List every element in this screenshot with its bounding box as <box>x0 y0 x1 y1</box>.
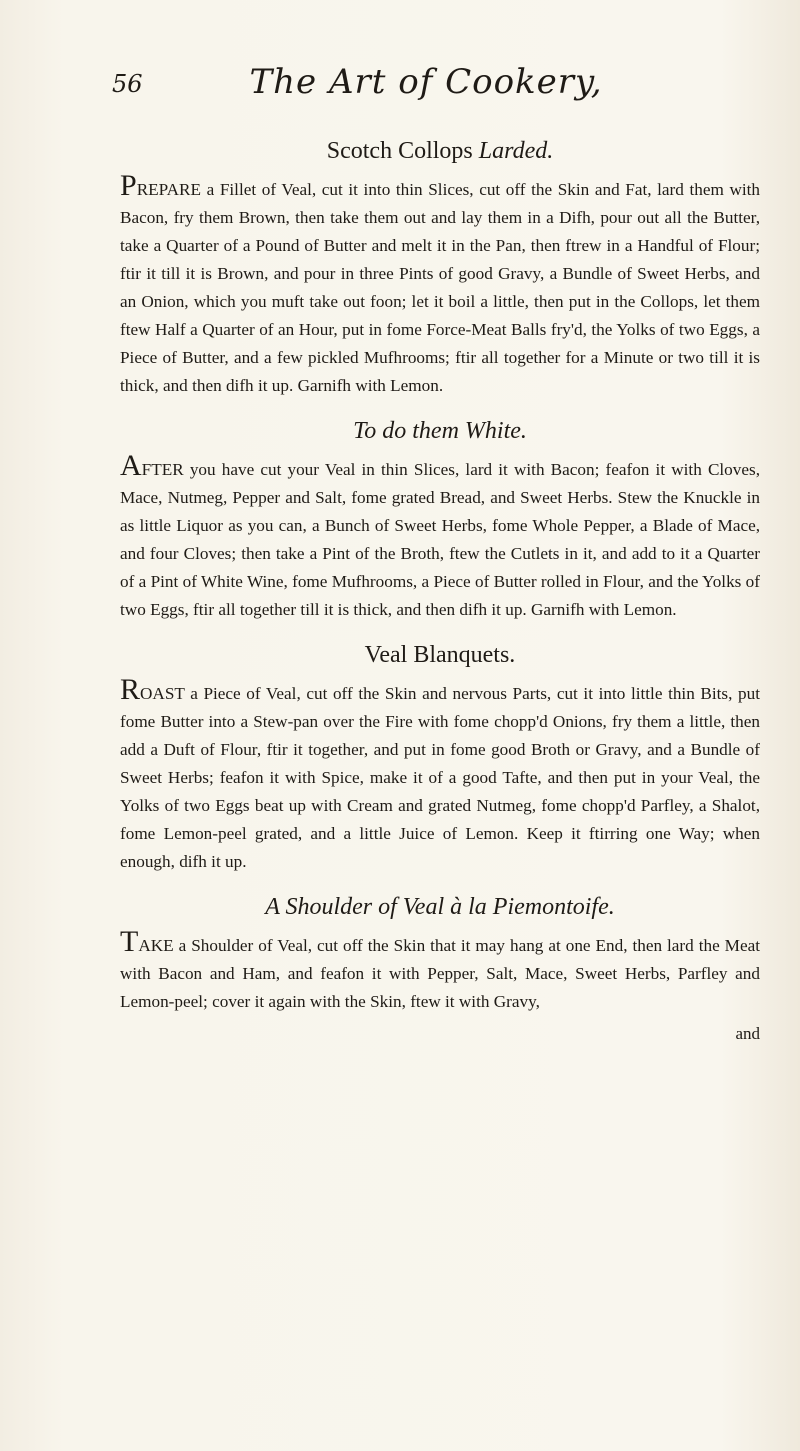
recipe-white: AFTER you have cut your Veal in thin Slices, lard it with Bacon; feafon it with Cloves, Mace, Nutmeg, Pepper and Salt, fome grated Bread, and Sweet Herbs. Stew the Knuckle in as little Liquor as you can, a Bunch of Sweet Herbs, fome Whole Pepper, a Blade of Mace, and four Cloves; then take a Pint of the Broth, ftew the Cutlets in it, and add to it a Quarter of a Pint of White Wine, fome Mufhrooms, a Piece of Butter rolled in Flour, and the Yolks of two Eggs, ftir all together till it is thick, and then difh it up. Garnifh with Lemon. <box>120 449 760 619</box>
catchword: and <box>735 1024 760 1043</box>
section-heading-veal-blanquets: Veal Blanquets. <box>364 642 516 668</box>
recipe-shoulder-of-veal: TAKE a Shoulder of Veal, cut off the Skin that it may hang at one End, then lard the Meat with Bacon and Ham, and feafon it with Pepper, Salt, Mace, Sweet Herbs, Parfley and Lemon-peel; cover it again with the Skin, ftew it with Gravy, <box>120 925 760 1011</box>
recipe-scotch-collops: PREPARE a Fillet of Veal, cut it into thin Slices, cut off the Skin and Fat, lard them with Bacon, fry them Brown, then take them out and lay them in a Difh, pour out all the Butter, take a Quarter of a Pound of Butter and melt it in the Pan, then ftrew in a Handful of Flour; ftir it till it is Brown, and pour in three Pints of good Gravy, a Bundle of Sweet Herbs, and an Onion, which you muft take out foon; let it boil a little, then put in the Collops, let them ftew Half a Quarter of an Hour, put in fome Force-Meat Balls fry'd, the Yolks of two Eggs, a Piece of Butter, and a few pickled Mufhrooms; ftir all together for a Minute or two till it is thick, and then difh it up. Garnifh with Lemon. <box>120 169 760 395</box>
page-number: 56 <box>112 70 143 98</box>
section-heading-shoulder-of-veal: A Shoulder of Veal à la Piemontoife. <box>265 894 615 920</box>
section-heading-scotch-collops: Scotch Collops Larded. <box>326 138 554 164</box>
recipe-veal-blanquets: ROAST a Piece of Veal, cut off the Skin and nervous Parts, cut it into little thin Bits, put fome Butter into a Stew-pan over the Fire with fome chopp'd Onions, fry them a little, then add a Duft of Flour, ftir it together, and put in fome good Broth or Gravy, and a Bundle of Sweet Herbs; feafon it with Spice, make it of a good Tafte, and then put in your Veal, the Yolks of two Eggs beat up with Cream and grated Nutmeg, fome chopp'd Parfley, a Shalot, fome Lemon-peel grated, and a little Juice of Lemon. Keep it ftirring one Way; when enough, difh it up. <box>120 673 760 871</box>
running-head <box>112 62 740 102</box>
section-heading-white: To do them White. <box>353 418 527 444</box>
text-block <box>120 120 760 1048</box>
running-title: The Art of Cookery, <box>249 62 603 102</box>
